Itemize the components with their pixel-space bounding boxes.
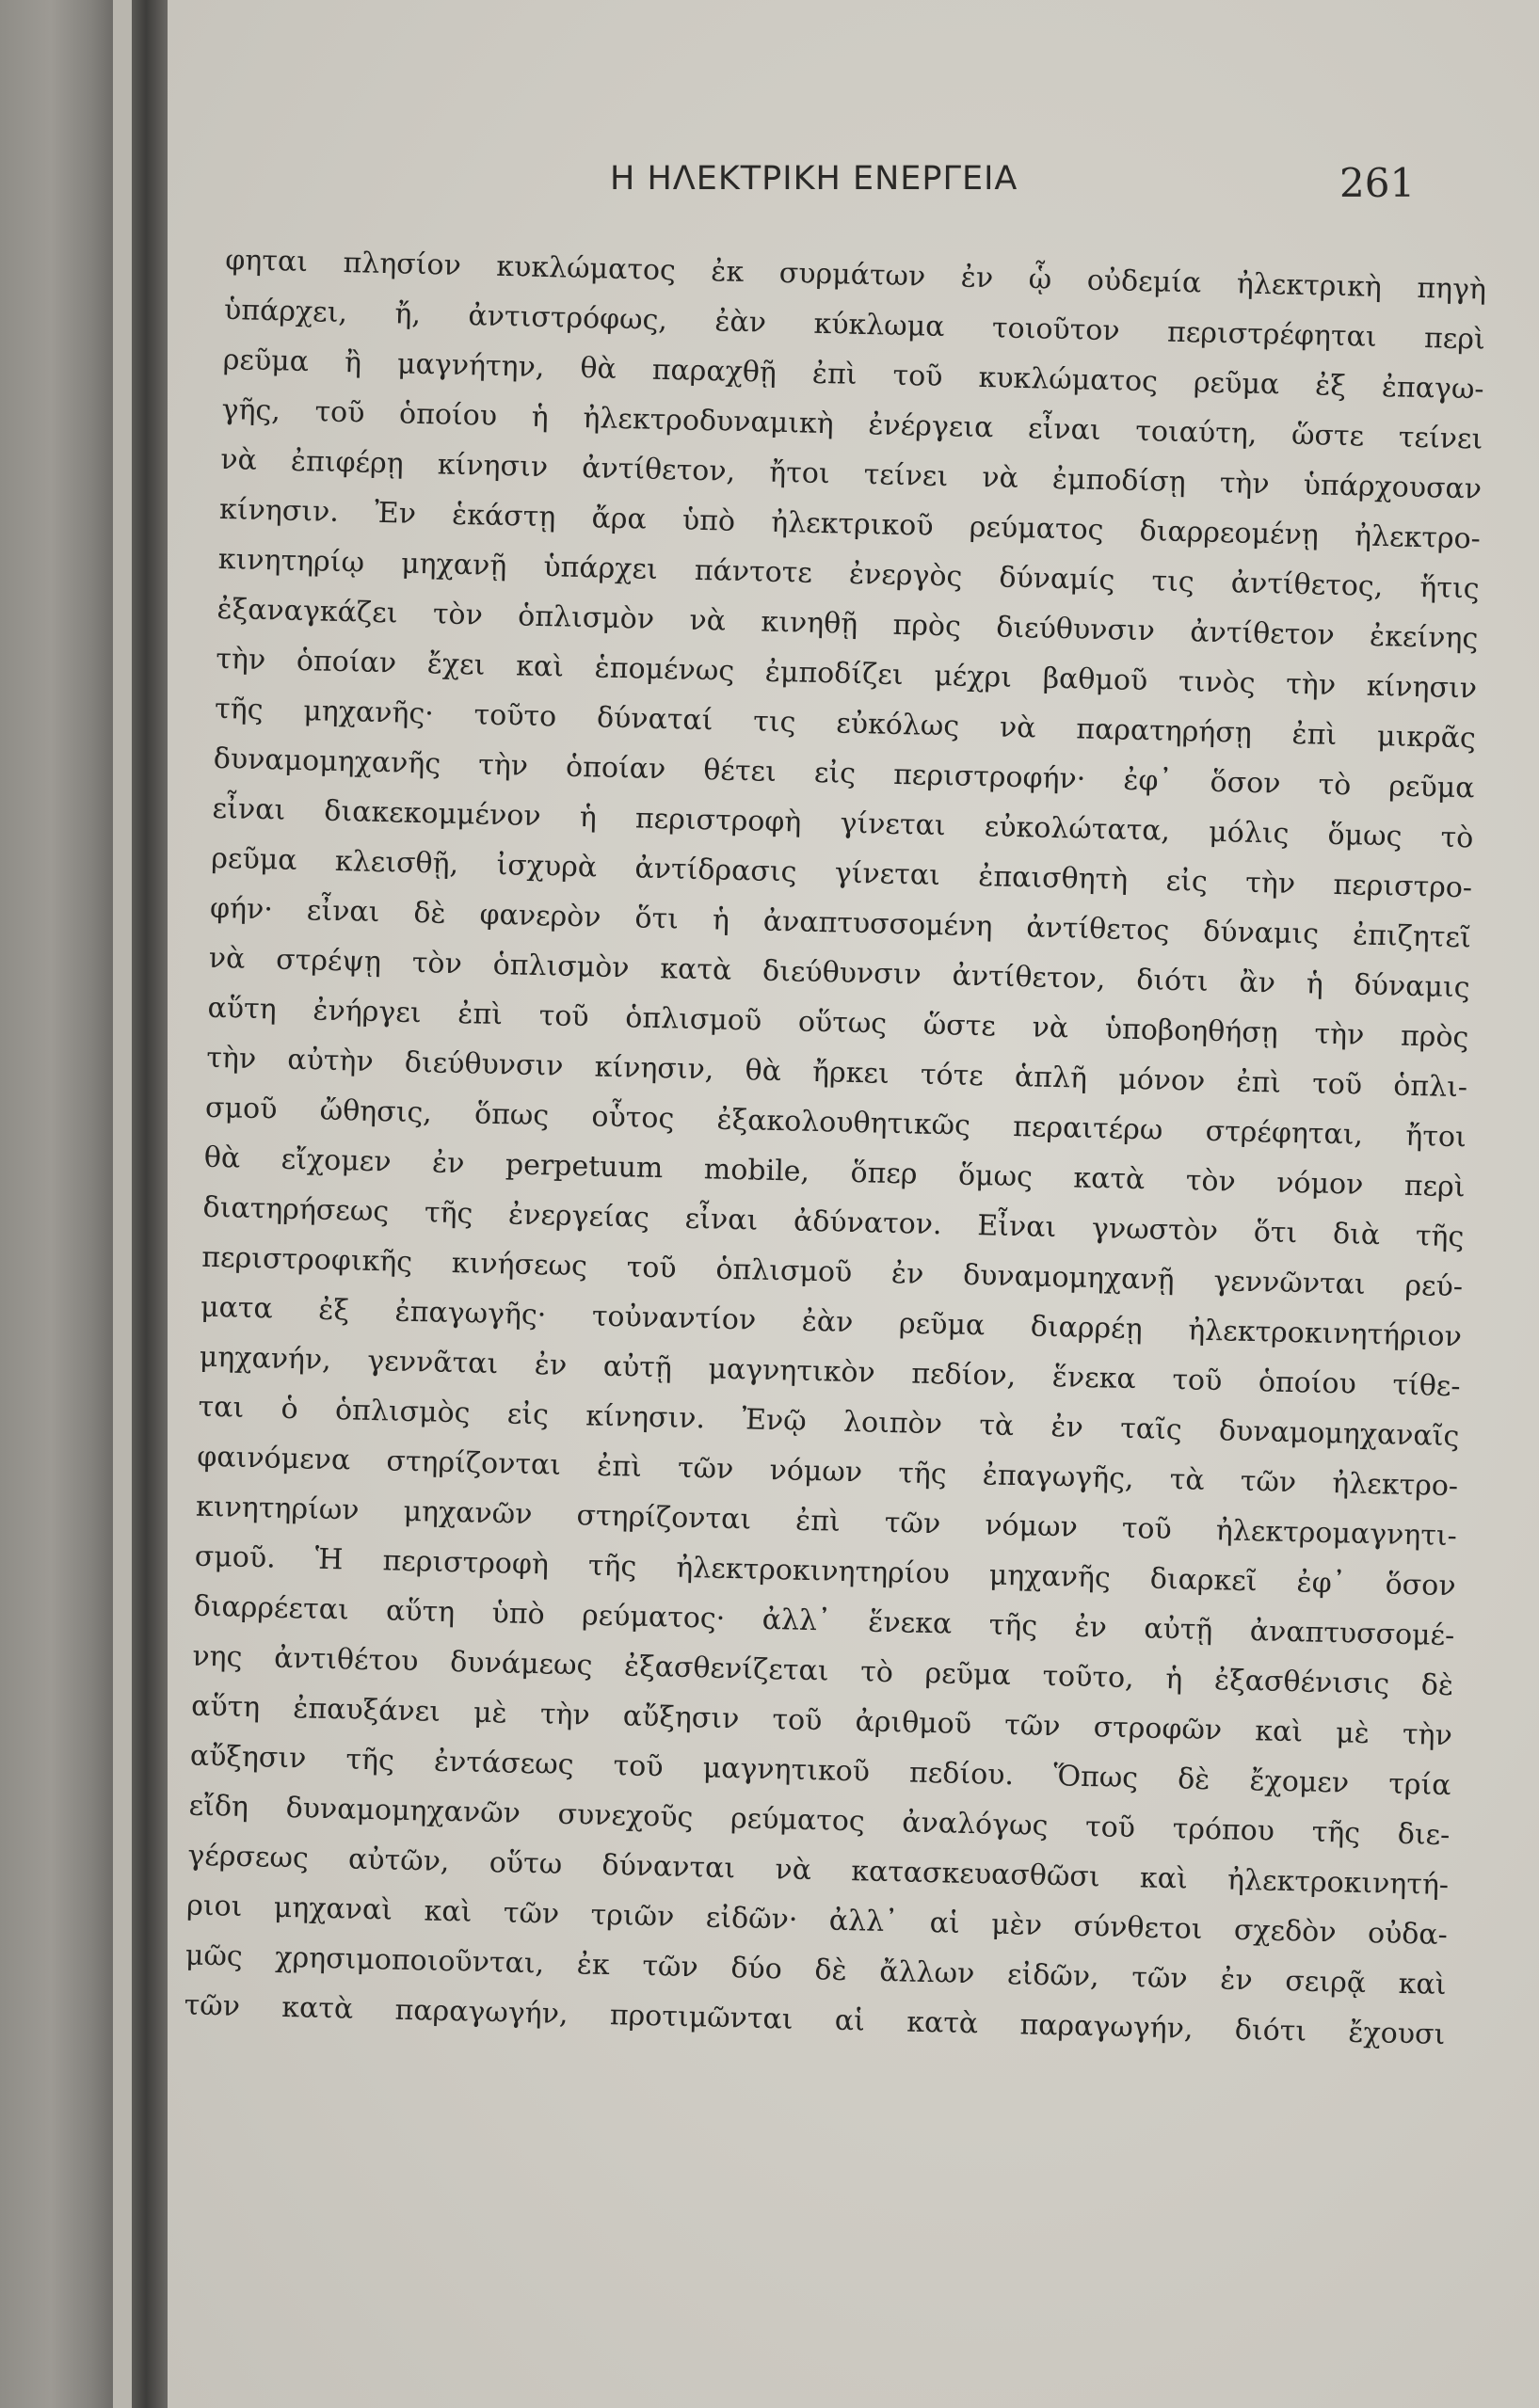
text-line: θὰ εἴχομεν ἐν perpetuum mobile, ὅπερ ὅμως κατὰ τὸν νόμον περὶ [203, 1140, 1466, 1204]
scan-edge-shadow [0, 0, 113, 2408]
text-line: δυναμομηχανῆς τὴν ὁποίαν θέτει εἰς περιστροφήν· ἐφ᾽ ὅσον τὸ ρεῦμα [213, 742, 1475, 805]
text-line: τῶν κατὰ παραγωγήν, προτιμῶνται αἱ κατὰ παραγωγήν, διότι ἔχουσι [184, 1988, 1446, 2052]
text-line: κινητηρίων μηχανῶν στηρίζονται ἐπὶ τῶν νόμων τοῦ ἠλεκτρομαγνητι- [195, 1490, 1458, 1554]
text-line: τῆς μηχανῆς· τοῦτο δύναταί τις εὐκόλως νὰ παρατηρήσῃ ἐπὶ μικρᾶς [214, 692, 1477, 756]
body-text [184, 235, 1487, 2060]
text-line: ριοι μηχαναὶ καὶ τῶν τριῶν εἰδῶν· ἀλλ᾽ αἱ μὲν σύνθετοι σχεδὸν οὐδα- [185, 1889, 1449, 1953]
text-line: μῶς χρησιμοποιοῦνται, ἐκ τῶν δύο δὲ ἄλλων εἰδῶν, τῶν ἐν σειρᾷ καὶ [184, 1938, 1447, 2002]
text-line: αὕτη ἐνήργει ἐπὶ τοῦ ὁπλισμοῦ οὕτως ὥστε νὰ ὑποβοηθήσῃ τὴν πρὸς [207, 991, 1469, 1055]
text-line: νὰ στρέψῃ τὸν ὁπλισμὸν κατὰ διεύθυνσιν ἀντίθετον, διότι ἂν ἡ δύναμις [208, 941, 1470, 1005]
text-line: γῆς, τοῦ ὁποίου ἡ ἠλεκτροδυναμικὴ ἐνέργεια εἶναι τοιαύτη, ὥστε τείνει [221, 392, 1483, 456]
text-line: διαρρέεται αὕτη ὑπὸ ρεύματος· ἀλλ᾽ ἕνεκα τῆς ἐν αὐτῇ ἀναπτυσσομέ- [193, 1589, 1455, 1653]
page-number: 261 [1339, 160, 1416, 206]
text-line: διατηρήσεως τῆς ἐνεργείας εἶναι ἀδύνατον. Εἶναι γνωστὸν ὅτι διὰ τῆς [202, 1190, 1465, 1254]
running-head [168, 160, 1539, 207]
running-title: Η ΗΛΕΚΤΡΙΚΗ ΕΝΕΡΓΕΙΑ [610, 160, 1018, 198]
text-line: περιστροφικῆς κινήσεως τοῦ ὁπλισμοῦ ἐν δυναμομηχανῇ γεννῶνται ρεύ- [200, 1240, 1464, 1304]
text-line: ὑπάρχει, ἤ, ἀντιστρόφως, ἐὰν κύκλωμα τοιοῦτον περιστρέφηται περὶ [223, 293, 1486, 357]
text-line: αὕτη ἐπαυξάνει μὲ τὴν αὔξησιν τοῦ ἀριθμοῦ τῶν στροφῶν καὶ μὲ τὴν [190, 1689, 1453, 1753]
text-line: ἐξαναγκάζει τὸν ὁπλισμὸν νὰ κινηθῇ πρὸς διεύθυνσιν ἀντίθετον ἐκείνης [216, 592, 1479, 656]
text-line: ματα ἐξ ἐπαγωγῆς· τοὐναντίον ἐὰν ρεῦμα διαρρέῃ ἠλεκτροκινητήριον [200, 1290, 1463, 1354]
text-line: αὔξησιν τῆς ἐντάσεως τοῦ μαγνητικοῦ πεδίου. Ὅπως δὲ ἔχομεν τρία [189, 1739, 1451, 1803]
text-line: ται ὁ ὁπλισμὸς εἰς κίνησιν. Ἐνῷ λοιπὸν τὰ ἐν ταῖς δυναμομηχαναῖς [198, 1390, 1460, 1454]
text-line: φήν· εἶναι δὲ φανερὸν ὅτι ἡ ἀναπτυσσομένη ἀντίθετος δύναμις ἐπιζητεῖ [209, 891, 1472, 955]
text-line: κινητηρίῳ μηχανῇ ὑπάρχει πάντοτε ἐνεργὸς δύναμίς τις ἀντίθετος, ἥτις [217, 542, 1480, 606]
text-line: κίνησιν. Ἐν ἑκάστῃ ἄρα ὑπὸ ἠλεκτρικοῦ ρεύματος διαρρεομένῃ ἠλεκτρο- [218, 492, 1482, 556]
book-page [168, 0, 1539, 2408]
text-line: γέρσεως αὐτῶν, οὕτω δύνανται νὰ κατασκευασθῶσι καὶ ἠλεκτροκινητή- [187, 1839, 1450, 1903]
text-line: ρεῦμα κλεισθῇ, ἰσχυρὰ ἀντίδρασις γίνεται ἐπαισθητὴ εἰς τὴν περιστρο- [210, 841, 1473, 905]
text-line: φηται πλησίον κυκλώματος ἐκ συρμάτων ἐν ᾧ οὐδεμία ἠλεκτρικὴ πηγὴ [224, 243, 1487, 307]
text-line: εἶναι διακεκομμένον ἡ περιστροφὴ γίνεται εὐκολώτατα, μόλις ὅμως τὸ [212, 791, 1474, 855]
text-line: σμοῦ. Ἡ περιστροφὴ τῆς ἠλεκτροκινητηρίου μηχανῆς διαρκεῖ ἐφ᾽ ὅσον [194, 1539, 1456, 1603]
text-line: μηχανήν, γεννᾶται ἐν αὐτῇ μαγνητικὸν πεδίον, ἕνεκα τοῦ ὁποίου τίθε- [199, 1340, 1461, 1404]
text-line: φαινόμενα στηρίζονται ἐπὶ τῶν νόμων τῆς ἐπαγωγῆς, τὰ τῶν ἠλεκτρο- [196, 1440, 1459, 1504]
text-line: νης ἀντιθέτου δυνάμεως ἐξασθενίζεται τὸ ρεῦμα τοῦτο, ἡ ἐξασθένισις δὲ [192, 1639, 1454, 1703]
text-line: σμοῦ ὤθησις, ὅπως οὗτος ἐξακολουθητικῶς περαιτέρω στρέφηται, ἤτοι [204, 1091, 1467, 1155]
text-line: τὴν αὐτὴν διεύθυνσιν κίνησιν, θὰ ἤρκει τότε ἁπλῆ μόνον ἐπὶ τοῦ ὁπλι- [205, 1041, 1468, 1105]
scan-edge-binding [132, 0, 168, 2408]
text-line: εἴδη δυναμομηχανῶν συνεχοῦς ρεύματος ἀναλόγως τοῦ τρόπου τῆς διε- [188, 1789, 1451, 1853]
text-line: ρεῦμα ἢ μαγνήτην, θὰ παραχθῇ ἐπὶ τοῦ κυκλώματος ρεῦμα ἐξ ἐπαγω- [222, 343, 1484, 407]
text-line: τὴν ὁποίαν ἔχει καὶ ἑπομένως ἐμποδίζει μέχρι βαθμοῦ τινὸς τὴν κίνησιν [215, 642, 1478, 706]
text-line: νὰ ἐπιφέρῃ κίνησιν ἀντίθετον, ἤτοι τείνει νὰ ἐμποδίσῃ τὴν ὑπάρχουσαν [219, 442, 1483, 506]
